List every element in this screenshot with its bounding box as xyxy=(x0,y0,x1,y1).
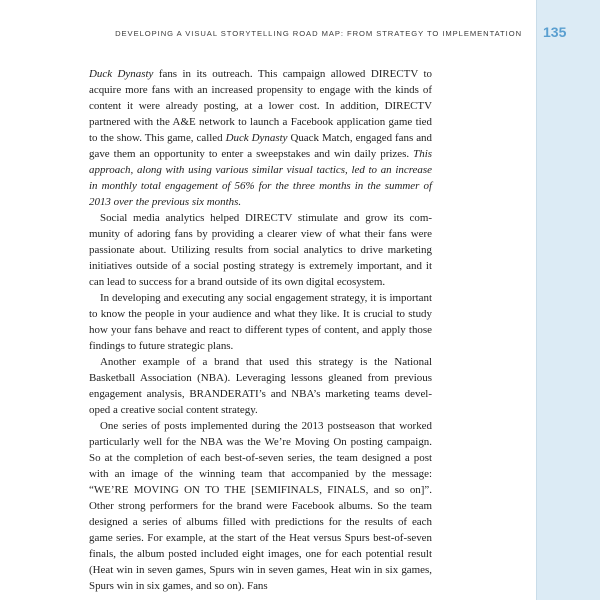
paragraph-1-segment: Duck Dynasty xyxy=(225,132,288,144)
paragraph-5-segment: One series of posts implemented during the 2013 postseason that worked particularly well for the NBA was the We’re Moving On posting campaign. So at the completion of each best-of-seven series, the team designed a post with an image of the winning team that accompanied by the message: “WE’RE MOVING ON TO THE [SEMIFINALS, FINALS, and so on]”. Other strong performers for the brand were Facebook albums. So the team designed a series of albums filled with predictions for the results of each game series. For example, at the start of the Heat versus Spurs best-of-seven finals, the album posted included eight images, one for each potential result (Heat win in seven games, Spurs win in seven games, Heat win in six games, Spurs win in six games, and so on). Fans xyxy=(89,420,432,592)
running-head: DEVELOPING A VISUAL STORYTELLING ROAD MAP: FROM STRATEGY TO IMPLEMENTATION xyxy=(115,29,522,38)
side-margin-edge xyxy=(536,0,537,600)
paragraph-1-segment: This approach, along with using various similar visual tactics, led to an increase in monthly total engagement of 56% for the three months in the summer of 2013 over the previous six months. xyxy=(89,148,432,208)
side-margin-band xyxy=(536,0,600,600)
paragraph-1-segment: Duck Dynasty xyxy=(89,68,154,80)
paragraph-1 xyxy=(89,66,432,210)
paragraph-5 xyxy=(89,418,432,594)
paragraph-2-segment: Social media analytics helped DIRECTV stimulate and grow its community of adoring fans by providing a clearer view of what their fans were passionate about. Utilizing results from social analytics to drive marketing initiatives outside of a social posting strategy is extremely important, and it can lead to success for a brand outside of its own digital ecosystem. xyxy=(89,212,432,288)
paragraph-3 xyxy=(89,290,432,354)
paragraph-3-segment: In developing and executing any social engagement strategy, it is important to know the people in your audience and what they like. It is crucial to study how your fans behave and react to different types of content, and apply those findings to future strategic plans. xyxy=(89,292,432,352)
paragraph-4-segment: Another example of a brand that used this strategy is the National Basketball Association (NBA). Leveraging lessons gleaned from previous engagement analysis, BRANDERATI’s and NBA’s marketing teams developed a creative social content strategy. xyxy=(89,356,432,416)
body-text xyxy=(89,66,432,594)
paragraph-1-segment: Quack Match, engaged fans and gave them an opportunity to enter a sweepstakes and win daily prizes. xyxy=(89,132,432,160)
paragraph-2 xyxy=(89,210,432,290)
page-number: 135 xyxy=(543,24,567,40)
paragraph-1-segment: fans in its outreach. This campaign allowed DIRECTV to acquire more fans with an increased propensity to engage with the kinds of content it were already posting, at a lower cost. In addition, DIRECTV partnered with the A&E network to launch a Facebook application game tied to the show. This game, called xyxy=(89,68,432,144)
paragraph-4 xyxy=(89,354,432,418)
